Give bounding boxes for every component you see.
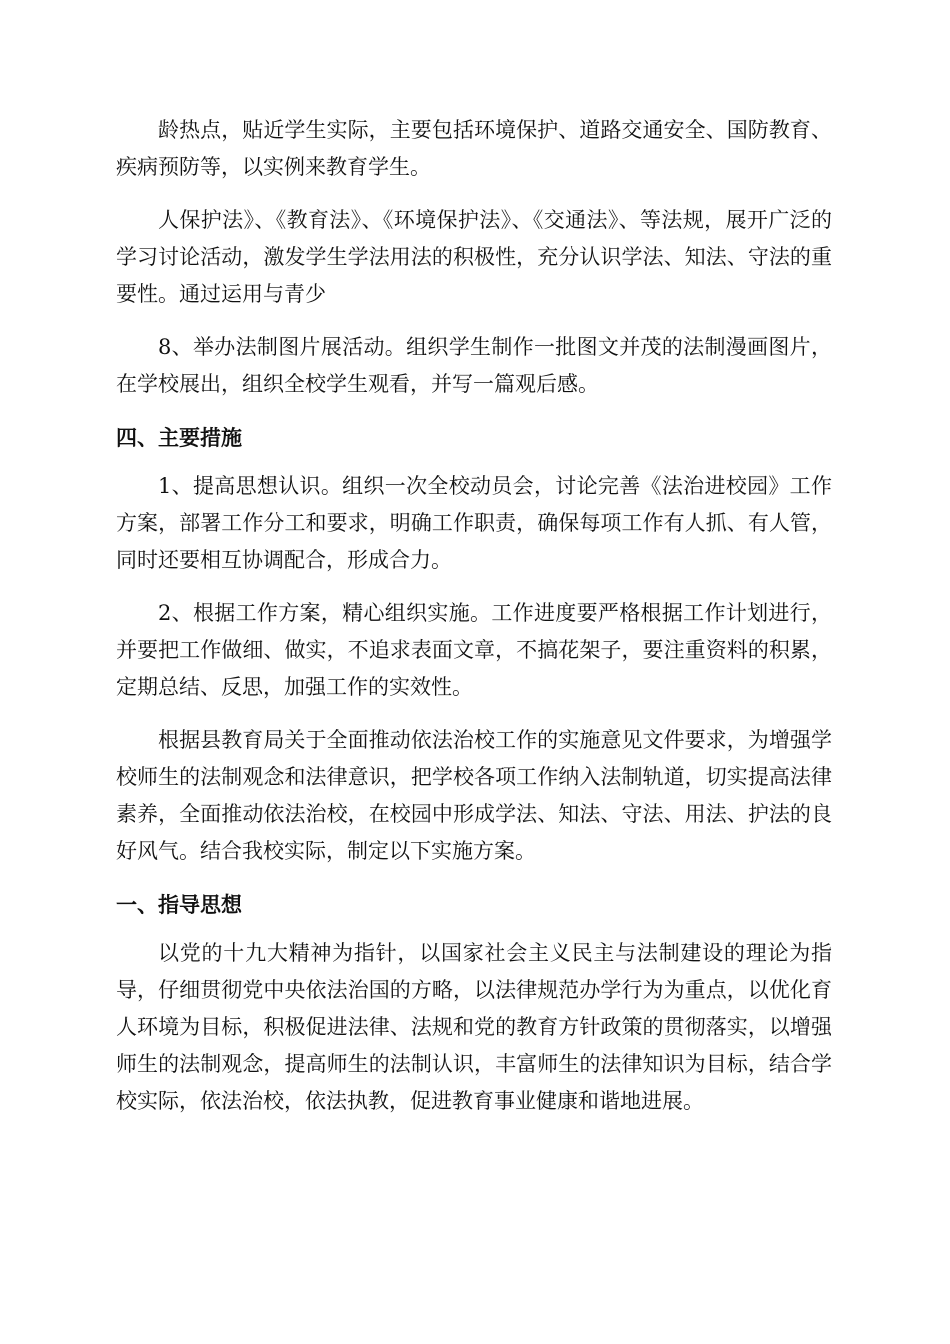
paragraph-law-study: 人保护法》、《教育法》、《环境保护法》、《交通法》、等法规，展开广泛的学习讨论活动，激发学生学法用法的积极性，充分认识学法、知法、守法的重要性。通过运用与青少 <box>116 208 832 306</box>
paragraph-photo-exhibition: 8、举办法制图片展活动。组织学生制作一批图文并茂的法制漫画图片，在学校展出，组织全校学生观看，并写一篇观后感。 <box>116 335 832 396</box>
paragraph-implementation-intro: 根据县教育局关于全面推动依法治校工作的实施意见文件要求，为增强学校师生的法制观念和法律意识，把学校各项工作纳入法制轨道，切实提高法律素养，全面推动依法治校，在校园中形成学法、知法、守法、用法、护法的良好风气。结合我校实际，制定以下实施方案。 <box>116 728 832 863</box>
paragraph-measure-1: 1、提高思想认识。组织一次全校动员会，讨论完善《法治进校园》工作方案，部署工作分工和要求，明确工作职责，确保每项工作有人抓、有人管，同时还要相互协调配合，形成合力。 <box>116 474 832 572</box>
paragraph-guiding-ideology: 以党的十九大精神为指针，以国家社会主义民主与法制建设的理论为指导，仔细贯彻党中央依法治国的方略，以法律规范办学行为为重点，以优化育人环境为目标，积极促进法律、法规和党的教育方针政策的贯彻落实，以增强师生的法制观念，提高师生的法制认识，丰富师生的法律知识为目标，结合学校实际，依法治校，依法执教，促进教育事业健康和谐地进展。 <box>116 941 832 1113</box>
paragraph-health-topics: 龄热点，贴近学生实际，主要包括环境保护、道路交通安全、国防教育、疾病预防等，以实例来教育学生。 <box>116 118 832 179</box>
section-heading-guiding-ideology: 一、指导思想 <box>116 892 242 917</box>
paragraph-measure-2: 2、根据工作方案，精心组织实施。工作进度要严格根据工作计划进行，并要把工作做细、做实，不追求表面文章，不搞花架子，要注重资料的积累，定期总结、反思，加强工作的实效性。 <box>116 601 832 699</box>
section-heading-main-measures: 四、主要措施 <box>116 425 242 450</box>
document-page <box>116 112 832 1136</box>
